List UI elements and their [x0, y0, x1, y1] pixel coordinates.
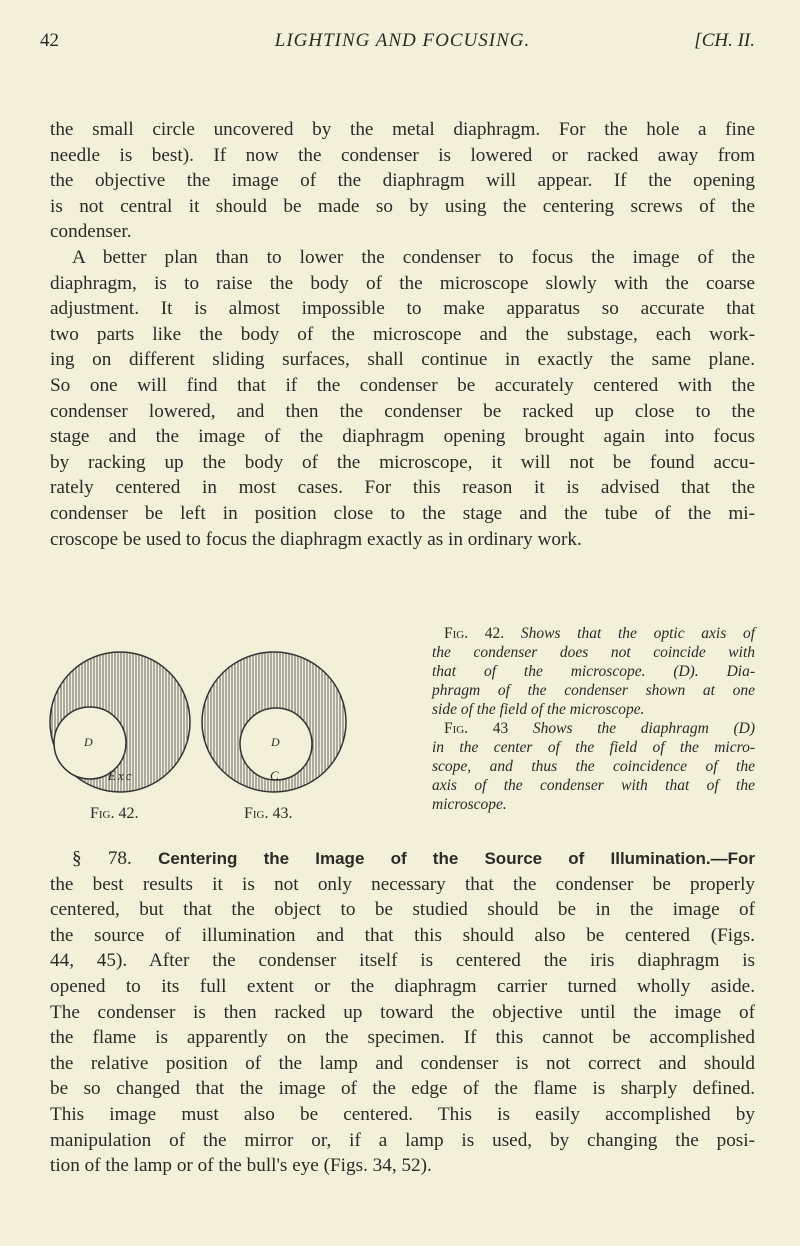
- text-line: A better plan than to lower the condenser to focus the image of the: [72, 247, 755, 268]
- text-line: ing on different sliding surfaces, shall continue in exactly the same plane.: [50, 349, 755, 371]
- fig43-sub-label: C: [270, 768, 279, 783]
- running-header: [40, 30, 755, 56]
- text-line: diaphragm, is to raise the body of the microscope slowly with the coarse: [50, 272, 755, 294]
- caption-line: [432, 719, 755, 738]
- text-line: condenser.: [50, 221, 132, 243]
- caption-text: Shows the diaphragm (D): [532, 720, 755, 737]
- caption-line: scope, and thus the coincidence of the: [432, 758, 755, 775]
- section-number: § 78.: [72, 848, 132, 869]
- caption-text: Shows that the optic axis of: [520, 625, 756, 642]
- text-line: adjustment. It is almost impossible to make apparatus so accurate that: [50, 298, 755, 320]
- section-heading-dash: —For: [710, 849, 755, 868]
- caption-line: that of the microscope. (D). Dia-: [432, 663, 755, 680]
- paragraph-1: [50, 117, 755, 245]
- text-line: condenser lowered, and then the condenser be racked up close to the: [50, 400, 755, 422]
- fig42-sub-label: Exc: [108, 768, 134, 783]
- text-line: stage and the image of the diaphragm opening brought again into focus: [50, 426, 755, 448]
- fig42-d-label: D: [84, 735, 93, 749]
- text-line: the small circle uncovered by the metal diaphragm. For the hole a fine: [50, 119, 755, 140]
- chapter-label: [CH. II.: [694, 30, 755, 51]
- text-line: by racking up the body of the microscope, it will not be found accu-: [50, 451, 755, 473]
- text-line: rately centered in most cases. For this reason it is advised that the: [50, 477, 755, 499]
- caption-line: [432, 624, 755, 643]
- text-line: the flame is apparently on the specimen. If this cannot be accomplished: [50, 1027, 755, 1049]
- fig42-label: Fig. 42.: [90, 805, 139, 822]
- caption-fig43-label: Fig. 43: [444, 720, 509, 737]
- caption-line: phragm of the condenser shown at one: [432, 682, 755, 699]
- section-heading: Centering the Image of the Source of Illumination.: [158, 849, 711, 868]
- text-line: croscope be used to focus the diaphragm exactly as in ordinary work.: [50, 528, 582, 550]
- text-line: The condenser is then racked up toward the objective until the image of: [50, 1001, 755, 1023]
- text-line: opened to its full extent or the diaphragm carrier turned wholly aside.: [50, 975, 755, 997]
- text-line: the objective the image of the diaphragm will appear. If the opening: [50, 170, 755, 192]
- caption-fig42-label: Fig. 42.: [444, 625, 505, 642]
- page-number: 42: [40, 30, 59, 51]
- figures-42-43: [30, 640, 410, 830]
- text-line: condenser be left in position close to the stage and the tube of the mi-: [50, 502, 755, 524]
- text-line: This image must also be centered. This is easily accomplished by: [50, 1103, 755, 1125]
- section-body: [50, 872, 755, 1179]
- paragraph-2: [50, 245, 755, 552]
- caption-line: axis of the condenser with that of the: [432, 777, 755, 794]
- section-heading-line: [50, 846, 755, 872]
- text-line: So one will find that if the condenser be accurately centered with the: [50, 374, 755, 396]
- caption-line: the condenser does not coincide with: [432, 644, 755, 661]
- section-78: [50, 846, 755, 1179]
- caption-line: in the center of the field of the micro-: [432, 739, 755, 756]
- text-line: tion of the lamp or of the bull's eye (Figs. 34, 52).: [50, 1155, 432, 1177]
- text-line: be so changed that the image of the edge of the flame is sharply defined.: [50, 1078, 755, 1100]
- figure-caption: [432, 624, 755, 814]
- text-line: is not central it should be made so by using the centering screws of the: [50, 195, 755, 217]
- fig43-label: Fig. 43.: [244, 805, 293, 822]
- caption-line: microscope.: [432, 796, 507, 813]
- text-line: centered, but that the object to be studied should be in the image of: [50, 899, 755, 921]
- caption-line: side of the field of the microscope.: [432, 701, 645, 718]
- text-line: manipulation of the mirror or, if a lamp is used, by changing the posi-: [50, 1129, 755, 1151]
- text-line: needle is best). If now the condenser is lowered or racked away from: [50, 144, 755, 166]
- text-line: 44, 45). After the condenser itself is centered the iris diaphragm is: [50, 950, 755, 972]
- text-line: the source of illumination and that this should also be centered (Figs.: [50, 924, 755, 946]
- text-line: two parts like the body of the microscope and the substage, each work-: [50, 323, 755, 345]
- running-title: LIGHTING AND FOCUSING.: [274, 30, 531, 51]
- fig43-d-label: D: [271, 735, 280, 749]
- text-line: the best results it is not only necessary that the condenser be properly: [50, 873, 755, 895]
- text-line: the relative position of the lamp and condenser is not correct and should: [50, 1052, 755, 1074]
